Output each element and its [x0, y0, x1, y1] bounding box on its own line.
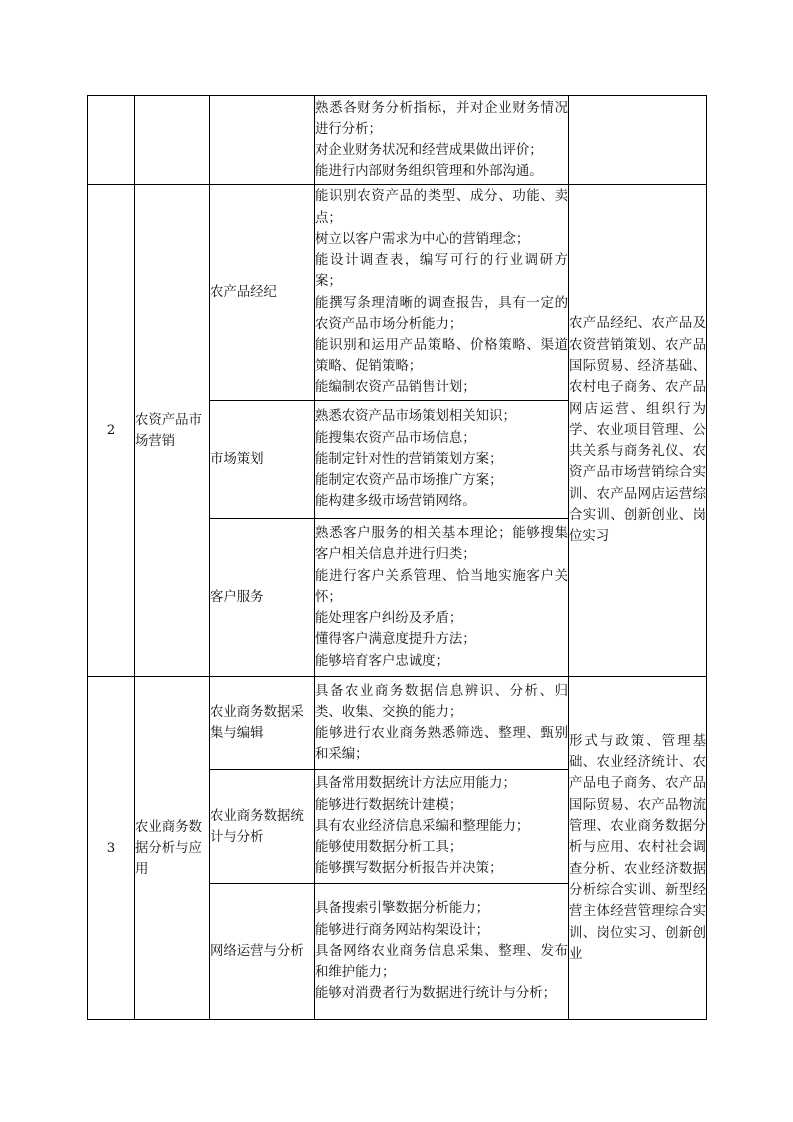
- ability-line: 熟悉客户服务的相关基本理论；能够搜集客户相关信息并进行归类；: [315, 526, 568, 563]
- ability-line: 能够进行商务网站构架设计；: [315, 922, 490, 938]
- ability-line: 能编制农资产品销售计划；: [315, 380, 476, 396]
- abilities-cell: [315, 677, 569, 770]
- ability-line: 能够进行数据统计建模；: [315, 797, 463, 813]
- abilities-cell: [315, 884, 569, 1020]
- ability-line: 能够进行农业商务熟悉筛选、整理、甄别和采编；: [315, 726, 568, 763]
- ability-line: 熟悉各财务分析指标，并对企业财务情况进行分析；: [315, 100, 568, 137]
- ability-line: 具备网络农业商务信息采集、整理、发布和维护能力；: [315, 943, 568, 981]
- training-table: [87, 95, 707, 1020]
- ability-line: 熟悉农资产品市场策划相关知识；: [315, 409, 516, 425]
- related-courses: 农产品经纪、农产品及农资营销策划、农产品国际贸易、经济基础、农村电子商务、农产品网店运营、组织行为学、农业项目管理、公共关系与商务礼仪、农资产品市场营销综合实训、农产品网店运营综合实训、创新创业、岗位实习: [569, 185, 707, 677]
- table-row: [88, 185, 707, 401]
- abilities-cell: [315, 185, 569, 401]
- related-courses: 形式与政策、管理基础、农业经济统计、农产品电子商务、农产品国际贸易、农产品物流管理、农业商务数据分析与应用、农村社会调查分析、农业经济数据分析综合实训、新型经营主体经营管理综合实训、岗位实习、创新创业: [569, 677, 707, 1020]
- ability-line: 能识别农资产品的类型、成分、功能、卖点；: [315, 189, 568, 226]
- table-row: [88, 677, 707, 770]
- abilities-cell: [315, 519, 569, 677]
- competency-area: 农资产品市场营销: [135, 185, 210, 677]
- area-cell: [135, 96, 210, 185]
- ability-line: 能制定针对性的营销策划方案；: [315, 451, 503, 467]
- module-name: 农产品经纪: [210, 185, 315, 401]
- module-name: 农业商务数据采集与编辑: [210, 677, 315, 770]
- ability-line: 能设计调查表，编写可行的行业调研方案；: [315, 253, 568, 290]
- ability-line: 具备搜索引擎数据分析能力；: [315, 901, 490, 917]
- abilities-cell: [315, 770, 569, 884]
- module-name: 客户服务: [210, 519, 315, 677]
- number-cell: [88, 96, 135, 185]
- ability-line: 对企业财务状况和经营成果做出评价；: [315, 143, 543, 158]
- competency-area: 农业商务数据分析与应用: [135, 677, 210, 1020]
- module-name: 市场策划: [210, 401, 315, 519]
- ability-line: 能撰写条理清晰的调查报告，具有一定的农资产品市场分析能力；: [315, 295, 568, 332]
- row-number: 2: [88, 185, 135, 677]
- ability-line: 具备农业商务数据信息辨识、分析、归类、收集、交换的能力；: [315, 683, 568, 720]
- ability-line: 能进行客户关系管理、恰当地实施客户关怀；: [315, 568, 568, 605]
- ability-line: 能识别和运用产品策略、价格策略、渠道策略、促销策略；: [315, 337, 568, 375]
- ability-line: 能够使用数据分析工具；: [315, 840, 463, 856]
- abilities-cell: [315, 401, 569, 519]
- ability-line: 具备常用数据统计方法应用能力；: [315, 776, 516, 792]
- ability-line: 能够对消费者行为数据进行统计与分析；: [315, 986, 557, 1002]
- ability-line: 能搜集农资产品市场信息；: [315, 430, 476, 446]
- module-name: 网络运营与分析: [210, 884, 315, 1020]
- courses-cell: [569, 96, 707, 185]
- ability-line: 能够撰写数据分析报告并决策；: [315, 861, 503, 877]
- table-row: [88, 96, 707, 185]
- ability-line: 能处理客户纠纷及矛盾；: [315, 611, 463, 627]
- ability-line: 能够培育客户忠诚度；: [315, 653, 449, 669]
- ability-line: 懂得客户满意度提升方法；: [315, 632, 476, 648]
- ability-line: 能进行内部财务组织管理和外部沟通。: [315, 164, 543, 180]
- module-name: 农业商务数据统计与分析: [210, 770, 315, 884]
- ability-line: 能制定农资产品市场推广方案；: [315, 473, 503, 489]
- abilities-cell: [315, 96, 569, 185]
- row-number: 3: [88, 677, 135, 1020]
- ability-line: 能构建多级市场营销网络。: [315, 494, 476, 510]
- ability-line: 具有农业经济信息采编和整理能力；: [315, 818, 530, 834]
- ability-line: 树立以客户需求为中心的营销理念；: [315, 231, 530, 247]
- module-cell: [210, 96, 315, 185]
